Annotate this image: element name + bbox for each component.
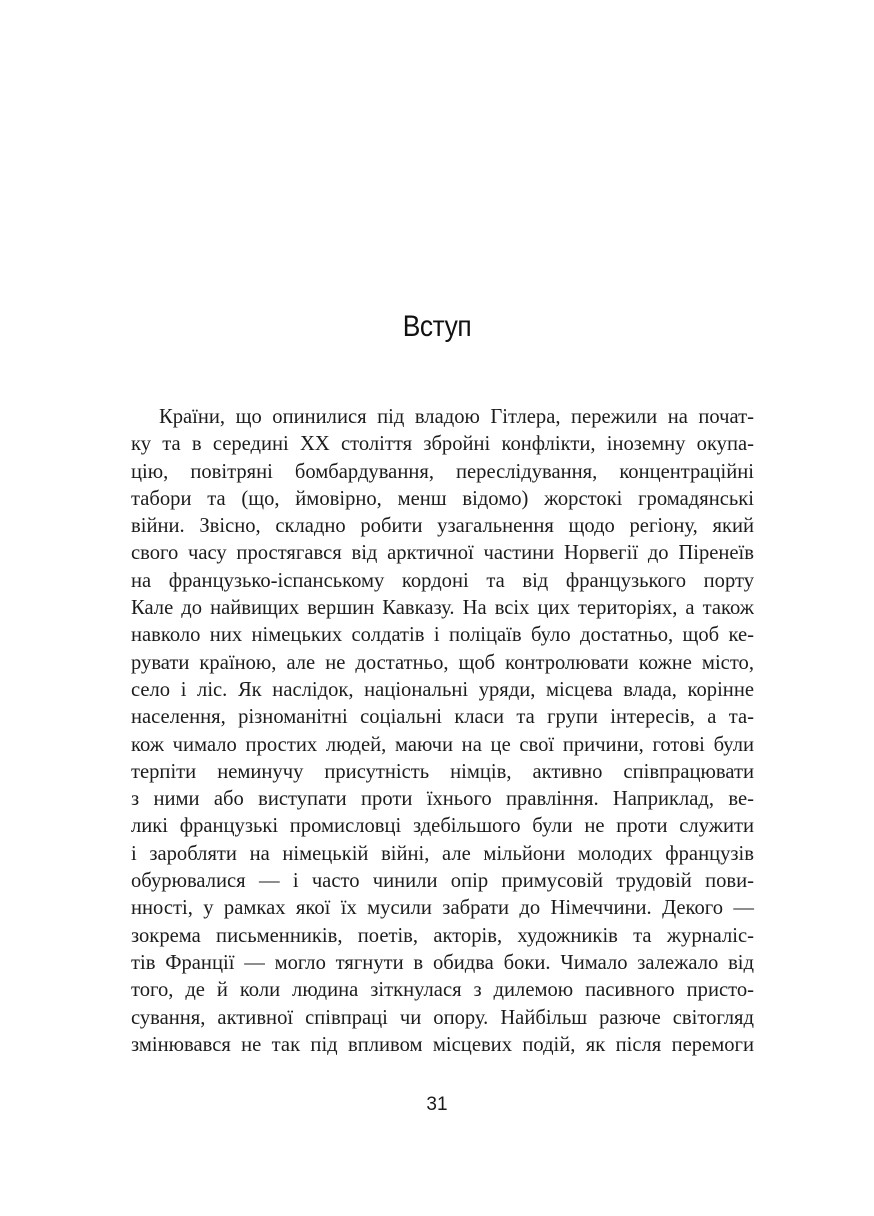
text-line: обурювалися — і часто чинили опір примусовій трудовій пови- [131,870,754,893]
text-line: Країни, що опинилися під владою Гітлера, пережили на почат- [159,406,754,428]
text-line: війни. Звісно, складно робити узагальнення щодо регіону, який [131,515,754,538]
text-line: і заробляти на німецькій війні, але мільйони молодих французів [131,842,754,865]
text-line: на французько-іспанському кордоні та від французького порту [131,569,754,592]
text-line: того, де й коли людина зіткнулася з дилемою пасивного присто- [131,979,754,1002]
text-line: населення, різноманітні соціальні класи та групи інтересів, а та- [131,706,754,729]
text-line: тів Франції — могло тягнути в обидва боки. Чимало залежало від [131,951,754,974]
text-line: цію, повітряні бомбардування, переслідування, концентраційні [131,460,754,483]
text-line: рувати країною, але не достатньо, щоб контролювати кожне місто, [131,651,754,674]
chapter-title: Вступ [402,310,472,343]
body-paragraph [131,404,754,1059]
text-line: терпіти неминучу присутність німців, активно співпрацювати [131,760,754,783]
text-line: нності, у рамках якої їх мусили забрати до Німеччини. Декого — [131,897,754,920]
text-line: з ними або виступати проти їхнього правління. Наприклад, ве- [131,788,754,811]
text-line: змінювався не так під впливом місцевих подій, як після перемоги [131,1033,754,1056]
text-line: табори та (що, ймовірно, менш відомо) жорстокі громадянські [131,487,754,510]
text-line: ликі французькі промисловці здебільшого були не проти служити [131,815,754,838]
text-line: зокрема письменників, поетів, акторів, художників та журналіс- [131,924,754,947]
text-line: сування, активної співпраці чи опору. Найбільш разюче світогляд [131,1006,754,1029]
text-line: свого часу простягався від арктичної частини Норвегії до Піренеїв [131,542,754,565]
text-line: Кале до найвищих вершин Кавказу. На всіх цих територіях, а також [131,597,754,620]
text-line: ку та в середині XX століття збройні конфлікти, іноземну окупа- [131,433,754,456]
text-line: навколо них німецьких солдатів і поліцаїв було достатньо, щоб ке- [131,624,754,647]
text-line: кож чимало простих людей, маючи на це свої причини, готові були [131,733,754,756]
page-number: 31 [426,1094,448,1115]
text-line: село і ліс. Як наслідок, національні уряди, місцева влада, корінне [131,678,754,701]
